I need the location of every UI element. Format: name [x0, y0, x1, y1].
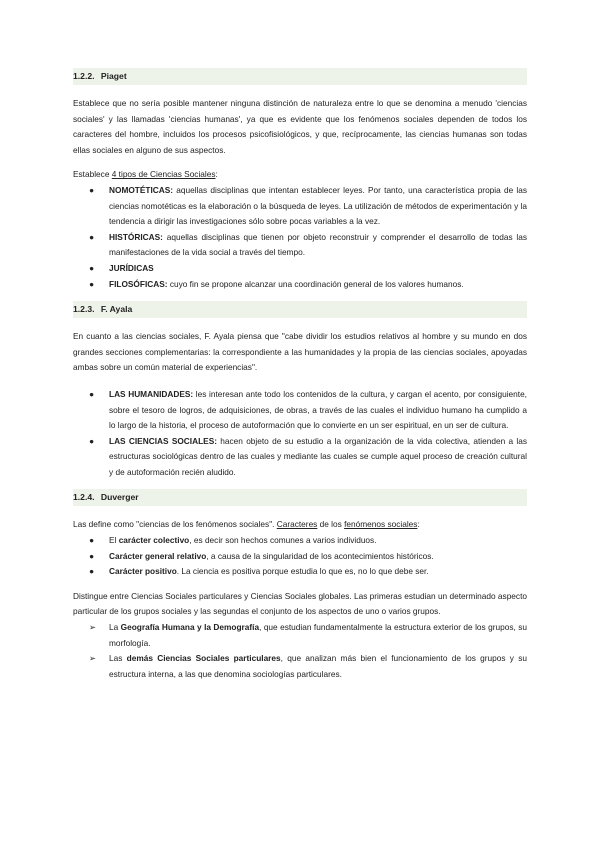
bullet-icon: ●	[89, 435, 95, 446]
definition-fenomenos: fenómenos sociales	[344, 519, 418, 530]
heading-ayala	[73, 301, 527, 318]
list-item-pre: La	[109, 622, 121, 633]
heading-title: Piaget	[100, 71, 127, 81]
bullet-icon: ●	[89, 535, 95, 546]
list-item-pre: Las	[109, 653, 127, 664]
heading-number: 1.2.4.	[73, 492, 95, 503]
list-item-text: , a causa de la singularidad de los acontecimientos históricos.	[206, 550, 434, 561]
bullet-icon: ●	[89, 231, 95, 242]
heading-title: F. Ayala	[100, 304, 133, 315]
piaget-types-list	[73, 183, 527, 292]
ayala-intro: En cuanto a las ciencias sociales, F. Ayala piensa que "cabe dividir los estudios relativos al hombre y su mundo en dos grandes secciones complementarias: la correspondiente a las humanidades y la propia de las ciencias sociales, apoyadas ambas sobre un común material de experiencias".	[73, 331, 527, 373]
list-item-term: NOMOTÉTICAS:	[109, 184, 174, 195]
list-item-pre: El	[109, 535, 119, 546]
definition-colon: :	[417, 519, 420, 530]
piaget-intro: Establece que no sería posible mantener ninguna distinción de naturaleza entre lo que se denomina a menudo 'ciencias sociales' y las llamadas 'ciencias humanas', ya que es evidente que los fenómenos sociales dependen de todos los caracteres del hombre, incluidos los procesos psicofisiológicos, y que, recíprocamente, las ciencias humanas son todas ellas sociales en alguno de sus aspectos.	[73, 98, 527, 155]
list-item	[73, 533, 527, 549]
heading-title: Duverger	[100, 492, 139, 503]
bullet-icon: ●	[89, 388, 95, 399]
bullet-icon: ●	[89, 262, 95, 273]
duverger-definition	[73, 517, 527, 533]
types-lead-text: Establece	[73, 169, 112, 180]
list-item-text: . La ciencia es positiva porque estudia lo que es, no lo que debe ser.	[176, 566, 429, 577]
list-item	[73, 620, 527, 651]
list-item-text: aquellas disciplinas que intentan establecer leyes. Por tanto, una característica propia de las ciencias nomotéticas es la elaboración o la búsqueda de leyes. La utilización de métodos de experimentación y la tendencia a dirigir las investigaciones sólo sobre pocas variables a la vez.	[109, 184, 527, 227]
list-item	[73, 564, 527, 580]
list-item-term: Geografía Humana y la Demografía	[120, 622, 260, 633]
list-item-term: demás Ciencias Sociales particulares	[126, 653, 281, 664]
list-item	[73, 549, 527, 565]
page-content	[73, 68, 527, 682]
definition-caracteres: Caracteres	[276, 519, 318, 530]
definition-mid: de los	[317, 519, 345, 530]
list-item-text: cuyo fin se propone alcanzar una coordinación general de los valores humanos.	[167, 278, 464, 289]
list-item-term: carácter colectivo	[118, 535, 190, 546]
heading-duverger	[73, 489, 527, 506]
list-item	[73, 261, 527, 277]
heading-number: 1.2.3.	[73, 304, 95, 315]
bullet-icon: ●	[89, 278, 95, 289]
list-item	[73, 387, 527, 434]
list-item	[73, 183, 527, 230]
list-item-term: FILOSÓFICAS:	[109, 278, 168, 289]
arrow-icon: ➢	[89, 622, 96, 633]
heading-number: 1.2.2.	[73, 71, 95, 81]
duverger-characters-list	[73, 533, 527, 580]
list-item-term: Carácter positivo	[109, 566, 177, 577]
list-item-term: Carácter general relativo	[109, 550, 207, 561]
list-item-text: , que analizan más bien el funcionamiento de los grupos y su estructura interna, a las que denomina sociologías particulares.	[109, 653, 527, 679]
list-item	[73, 434, 527, 481]
list-item-text: , es decir son hechos comunes a varios individuos.	[189, 535, 377, 546]
heading-piaget	[73, 68, 527, 85]
duverger-distinction: Distingue entre Ciencias Sociales particulares y Ciencias Sociales globales. Las primeras estudian un determinado aspecto particular de los grupos sociales y las segundas el conjunto de los aspectos de uno o varios grupos.	[73, 590, 527, 617]
arrow-icon: ➢	[89, 653, 96, 664]
list-item-term: LAS HUMANIDADES:	[109, 388, 194, 399]
definition-lead: Las define como "ciencias de los fenómenos sociales".	[73, 519, 277, 530]
list-item	[73, 277, 527, 293]
list-item-term: HISTÓRICAS:	[109, 231, 163, 242]
list-item-term: LAS CIENCIAS SOCIALES:	[109, 435, 217, 446]
types-link: 4 tipos de Ciencias Sociales	[111, 169, 216, 180]
bullet-icon: ●	[89, 184, 95, 195]
list-item	[73, 651, 527, 682]
types-colon: :	[215, 169, 218, 180]
list-item-term: JURÍDICAS	[109, 262, 154, 273]
duverger-global-list	[73, 620, 527, 682]
piaget-types-lead	[73, 167, 527, 183]
list-item-text: aquellas disciplinas que tienen por objeto reconstruir y comprender el desarrollo de todas las manifestaciones de la vida social a través del tiempo.	[109, 231, 527, 258]
list-item-text: hacen objeto de su estudio a la organización de la vida colectiva, atienden a las estructuras sociológicas dentro de las cuales y mediante las cuales se cumple aquel proceso de creación cultural y de autoformación recién aludido.	[109, 435, 527, 477]
bullet-icon: ●	[89, 550, 95, 561]
list-item	[73, 230, 527, 261]
bullet-icon: ●	[89, 566, 95, 577]
ayala-list	[73, 387, 527, 481]
list-item-text: , que estudian fundamentalmente la estructura exterior de los grupos, su morfología.	[109, 622, 527, 648]
list-item-text: les interesan ante todo los contenidos de la cultura, y cargan el acento, por consiguiente, sobre el tesoro de logros, de adquisiciones, de obras, a través de las cuales el individuo humano ha cumplido a lo largo de la historia, el proceso de autoformación que lo convierte en un ser espiritual, en un ser de cultura.	[109, 388, 527, 431]
